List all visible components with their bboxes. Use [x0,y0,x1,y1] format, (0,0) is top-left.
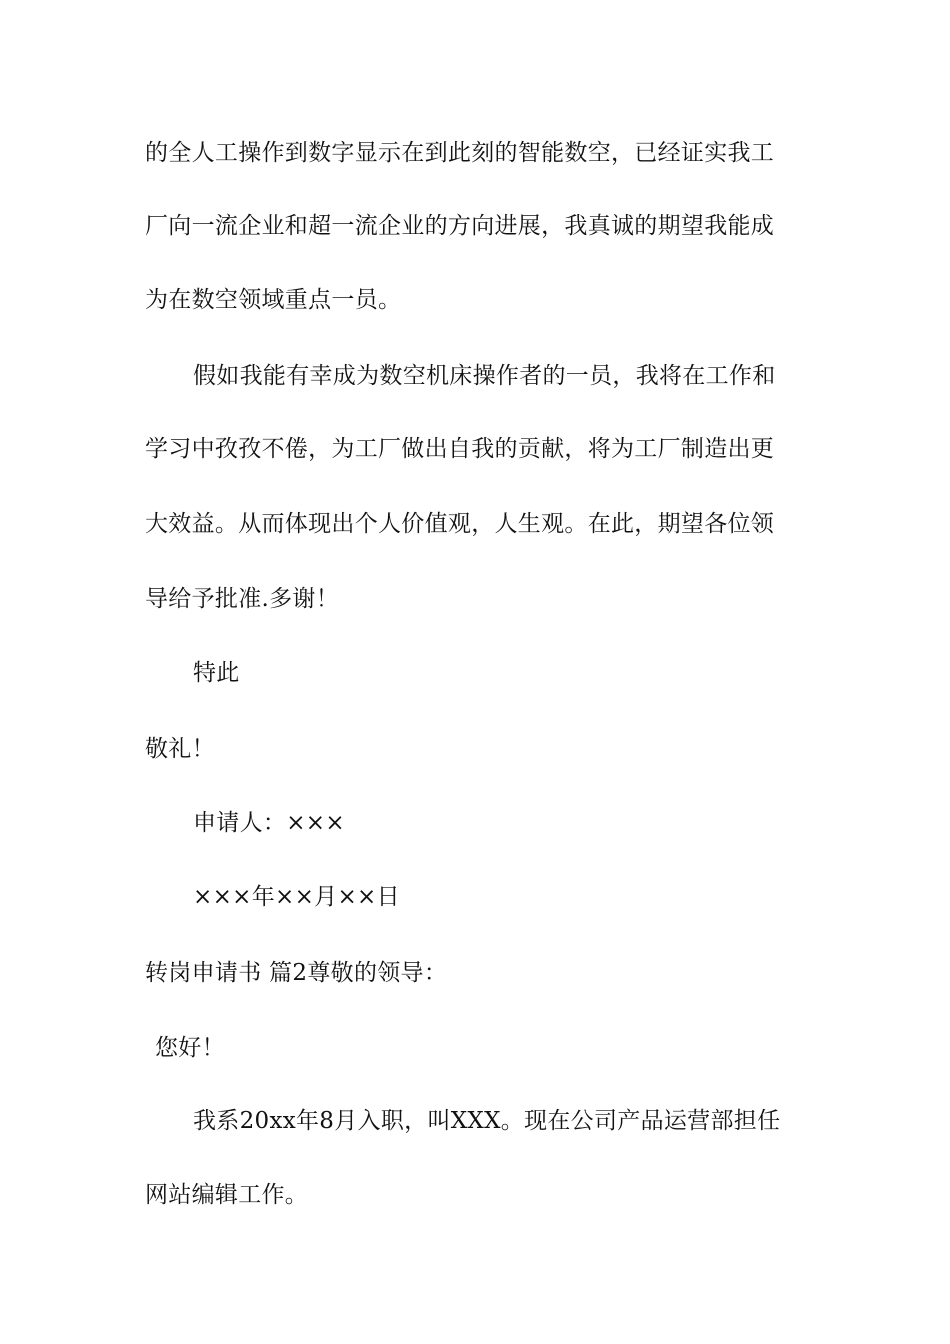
paragraph-line-9: 网站编辑工作。 [145,1182,309,1208]
paragraph-line-5: 学习中孜孜不倦，为工厂做出自我的贡献，将为工厂制造出更 [145,436,775,462]
paragraph-line-2: 厂向一流企业和超一流企业的方向进展，我真诚的期望我能成 [145,213,775,239]
greeting-line: 您好！ [155,1035,225,1061]
applicant-line: 申请人：××× [193,810,345,836]
paragraph-line-8: 我系20xx年8月入职，叫XXX。现在公司产品运营部担任 [193,1108,781,1134]
paragraph-line-7: 导给予批准.多谢！ [145,586,340,612]
paragraph-line-6: 大效益。从而体现出个人价值观，人生观。在此，期望各位领 [145,511,775,537]
date-line: ×××年××月××日 [193,884,400,910]
paragraph-line-4: 假如我能有幸成为数空机床操作者的一员，我将在工作和 [193,363,776,389]
salutation-jingli: 敬礼！ [145,736,215,762]
paragraph-line-3: 为在数空领域重点一员。 [145,287,402,313]
section-heading: 转岗申请书 篇2尊敬的领导： [145,960,448,986]
paragraph-line-1: 的全人工操作到数字显示在到此刻的智能数空，已经证实我工 [145,140,775,166]
closing-tece: 特此 [193,660,240,686]
